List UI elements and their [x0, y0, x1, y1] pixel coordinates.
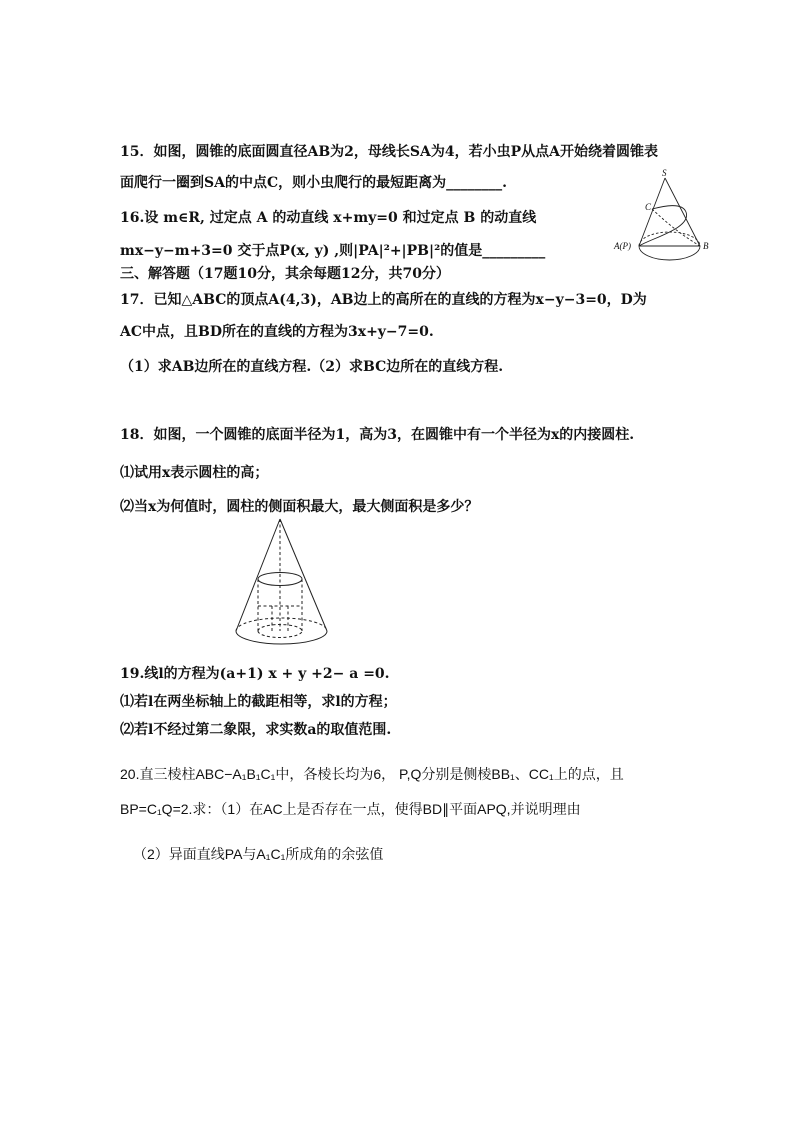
- cone-base-back: [639, 232, 700, 246]
- q15-cone-figure: [612, 168, 718, 276]
- cylinder-bottom-front: [258, 631, 302, 638]
- q17-line3: （1）求AB边所在的直线方程.（2）求BC边所在的直线方程.: [120, 359, 504, 375]
- q18-cone-cylinder-figure: [232, 515, 332, 650]
- q15-line1: 15．如图，圆锥的底面圆直径AB为2，母线长SA为4，若小虫P从点A开始绕着圆锥表: [120, 144, 659, 160]
- q19-line1: 19.线l的方程为(a+1) x + y +2− a =0.: [120, 666, 390, 682]
- label-s: S: [662, 168, 667, 178]
- q16-line1: 16.设 m∈R, 过定点 A 的动直线 x+my=0 和过定点 B 的动直线: [120, 210, 537, 226]
- q16-line2: mx−y−m+3=0 交于点P(x, y) ,则|PA|²+|PB|²的值是_________: [120, 243, 546, 259]
- q20-line2: BP=C₁Q=2.求：（1）在AC上是否存在一点，使得BD∥平面APQ,并说明理由: [120, 801, 581, 817]
- cone-base-front: [236, 631, 327, 644]
- q15-line2: 面爬行一圈到SA的中点C，则小虫爬行的最短距离为________.: [120, 175, 507, 191]
- q19-line2: ⑴若l在两坐标轴上的截距相等，求l的方程；: [120, 694, 397, 710]
- q17-line1: 17．已知△ABC的顶点A(4,3)，AB边上的高所在的直线的方程为x−y−3=0，D为: [120, 292, 647, 308]
- cone-base-back: [236, 618, 327, 631]
- q18-line2: ⑴试用x表示圆柱的高；: [120, 465, 269, 481]
- q17-line2: AC中点，且BD所在的直线的方程为3x+y−7=0.: [120, 324, 434, 340]
- spiral-path-hidden: [652, 209, 700, 246]
- q20-line3: （2）异面直线PA与A₁C₁所成角的余弦值: [133, 846, 384, 862]
- q18-line3: ⑵当x为何值时，圆柱的侧面积最大，最大侧面积是多少？: [120, 499, 479, 515]
- cone-right-edge: [280, 519, 327, 631]
- label-ap: A(P): [614, 241, 631, 251]
- cone-right-edge: [665, 178, 700, 246]
- q20-line1: 20.直三棱柱ABC−A₁B₁C₁中，各棱长均为6， P,Q分别是侧棱BB₁、CC₁上的点，且: [120, 766, 624, 782]
- cone-base-front: [639, 246, 700, 260]
- section-heading-solutions: 三、解答题（17题10分，其余每题12分，共70分）: [120, 266, 450, 282]
- q19-line3: ⑵若l不经过第二象限，求实数a的取值范围.: [120, 722, 392, 738]
- label-b: B: [703, 241, 709, 251]
- q18-line1: 18．如图，一个圆锥的底面半径为1，高为3，在圆锥中有一个半径为x的内接圆柱.: [120, 427, 635, 443]
- label-c: C: [645, 202, 652, 212]
